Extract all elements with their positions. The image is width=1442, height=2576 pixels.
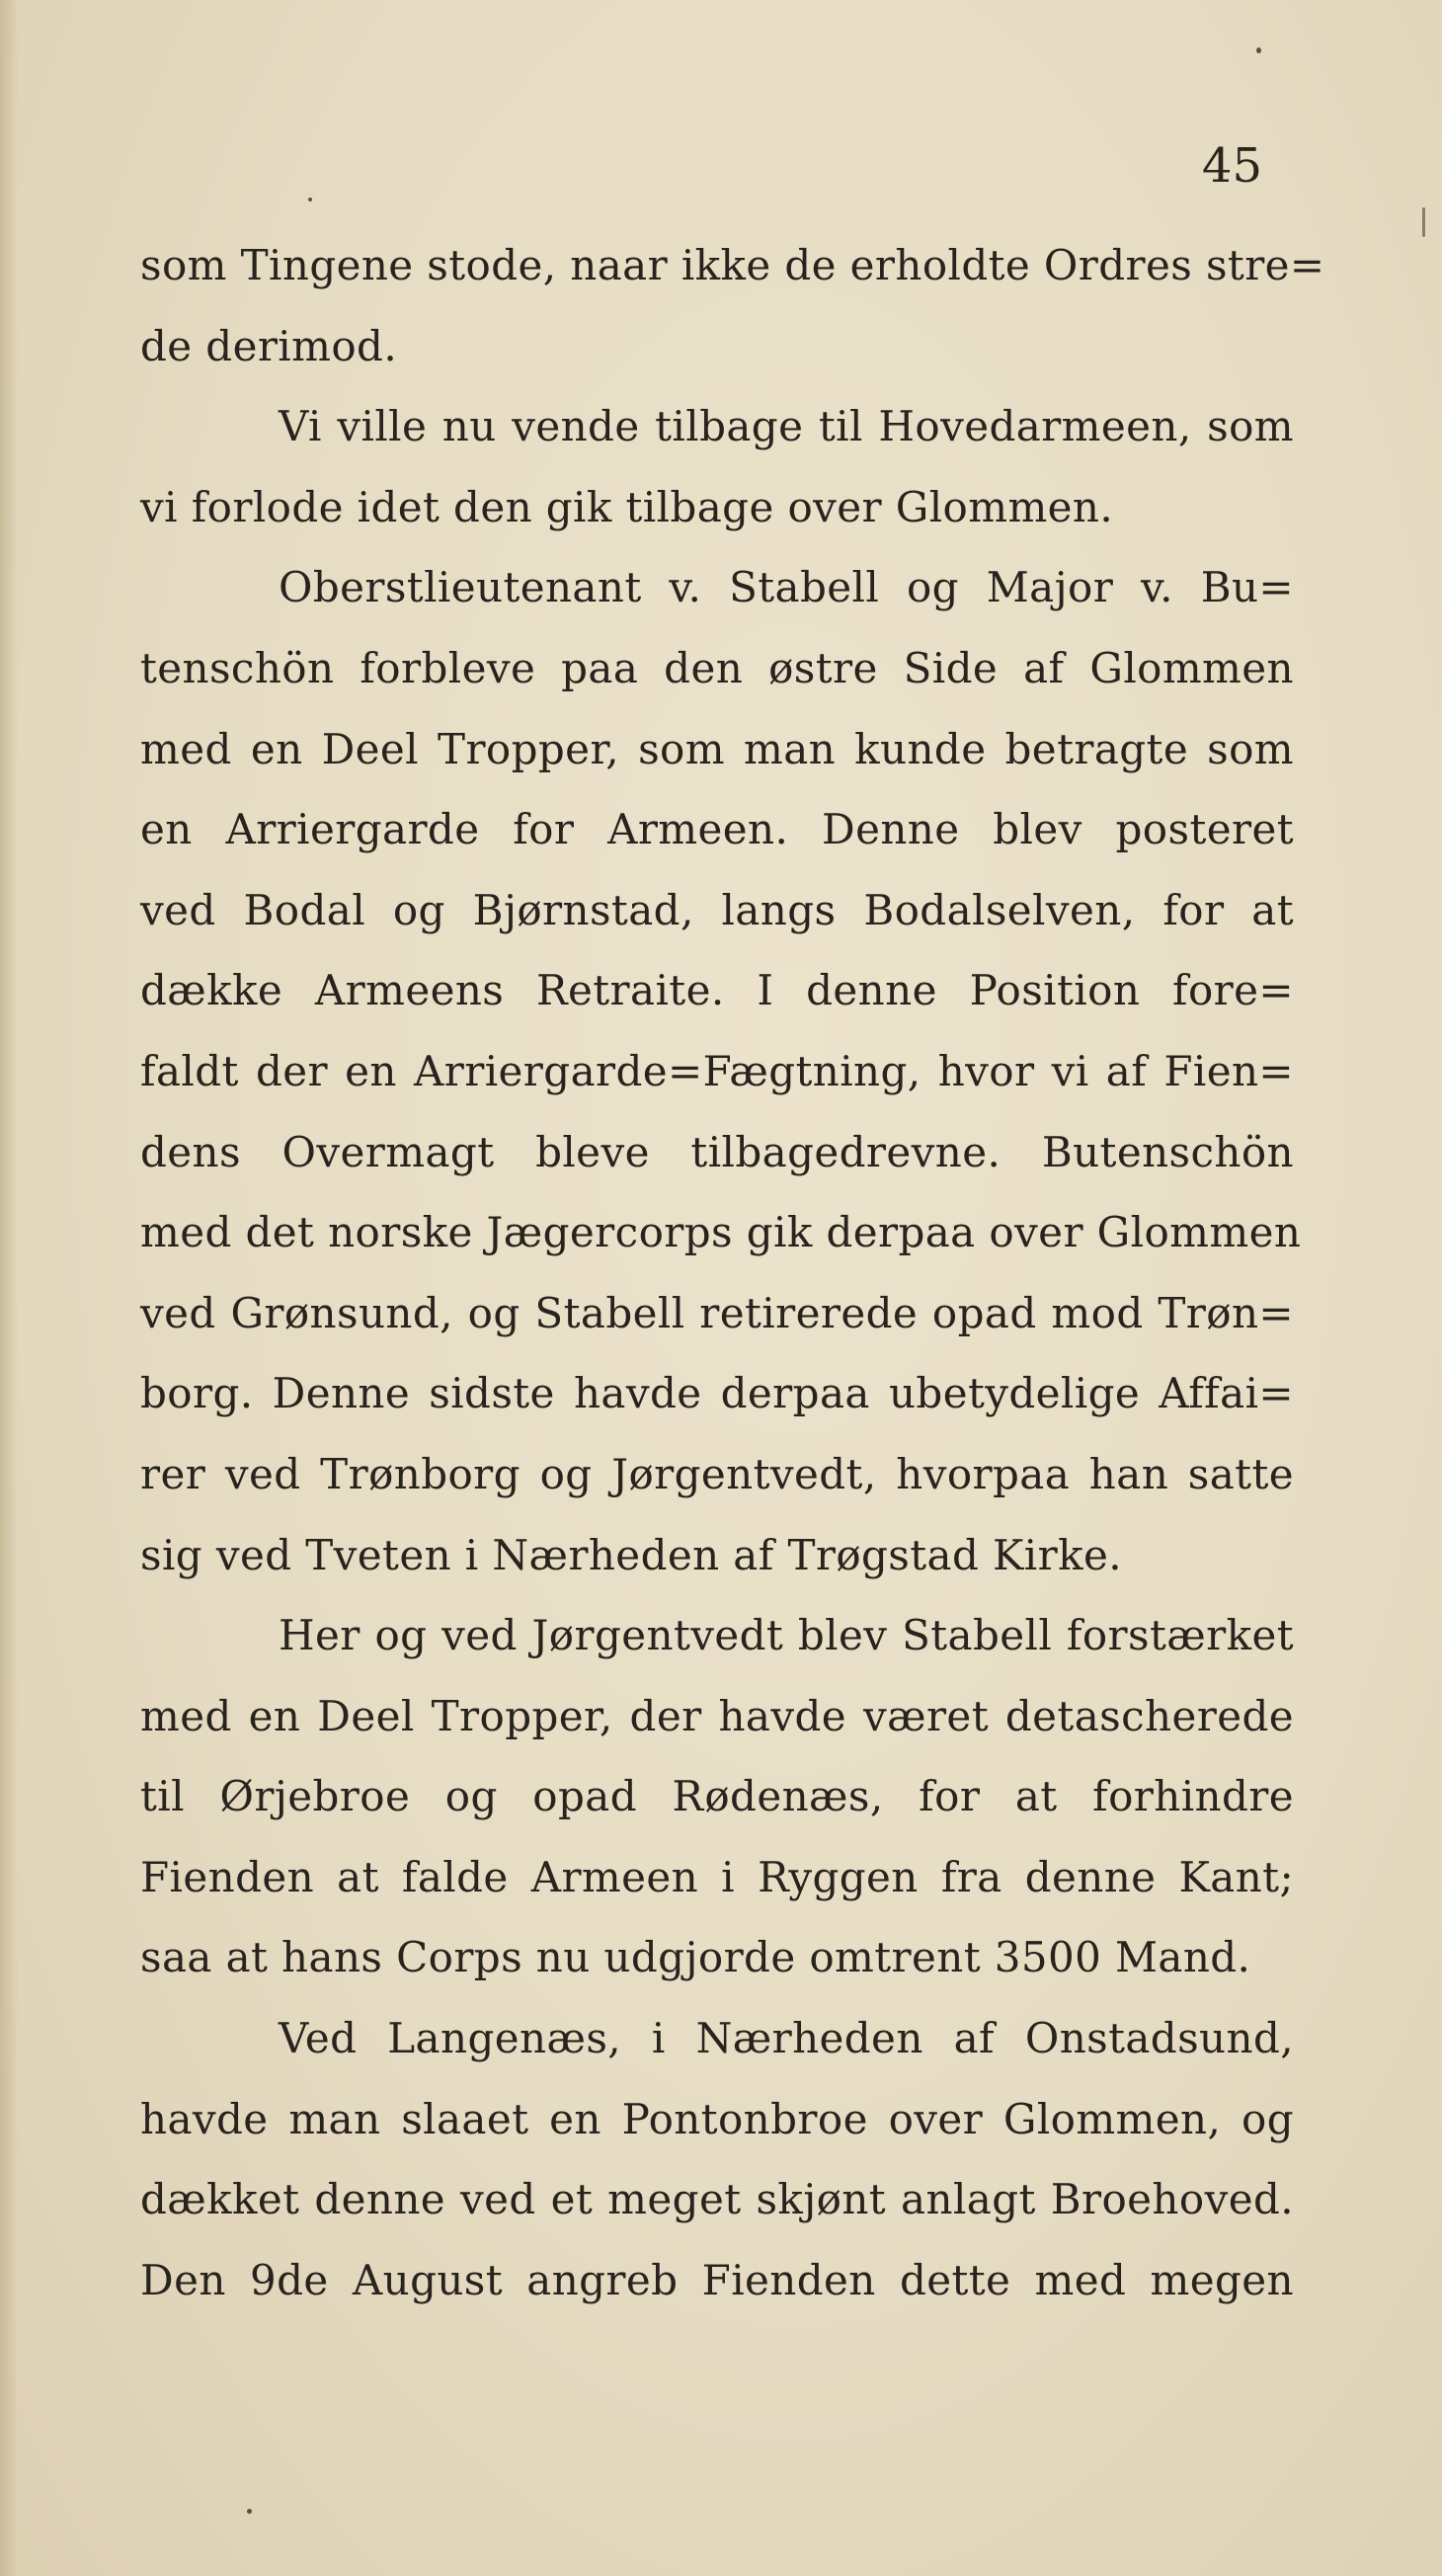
text-line: som Tingene stode, naar ikke de erholdte Ordres stre= bbox=[140, 241, 1325, 289]
text-line: ved Grønsund, og Stabell retirerede opad mod Trøn= bbox=[140, 1288, 1294, 1337]
text-line: Vi ville nu vende tilbage til Hovedarmeen, som bbox=[279, 402, 1294, 451]
paper-speck bbox=[247, 2509, 252, 2514]
page-edge-shadow bbox=[0, 0, 18, 2576]
text-line: Ved Langenæs, i Nærheden af Onstadsund, bbox=[279, 2014, 1294, 2063]
text-line: borg. Denne sidste havde derpaa ubetydelige Affai= bbox=[140, 1369, 1294, 1418]
text-line: tenschön forbleve paa den østre Side af Glommen bbox=[140, 643, 1294, 692]
text-line: Fienden at falde Armeen i Ryggen fra denne Kant; bbox=[140, 1852, 1294, 1901]
text-line: en Arriergarde for Armeen. Denne blev posteret bbox=[140, 805, 1294, 854]
text-line: faldt der en Arriergarde=Fægtning, hvor vi af Fien= bbox=[140, 1046, 1294, 1095]
page-number: 45 bbox=[1201, 138, 1262, 194]
text-line: dækket denne ved et meget skjønt anlagt Broehoved. bbox=[140, 2175, 1294, 2224]
paper-speck bbox=[308, 198, 312, 201]
text-line: dens Overmagt bleve tilbagedrevne. Butenschön bbox=[140, 1127, 1294, 1176]
text-line: saa at hans Corps nu udgjorde omtrent 3500 Mand. bbox=[140, 1933, 1251, 1982]
paper-speck bbox=[1422, 207, 1425, 237]
text-line: med en Deel Tropper, der havde været detascherede bbox=[140, 1691, 1294, 1740]
text-line: vi forlode idet den gik tilbage over Glommen. bbox=[140, 482, 1114, 531]
text-line: dække Armeens Retraite. I denne Position fore= bbox=[140, 966, 1294, 1015]
text-line: havde man slaaet en Pontonbroe over Glommen, og bbox=[140, 2094, 1294, 2143]
text-line: til Ørjebroe og opad Rødenæs, for at forhindre bbox=[140, 1772, 1294, 1821]
body-text bbox=[140, 225, 1325, 2320]
text-line: med det norske Jægercorps gik derpaa over Glommen bbox=[140, 1208, 1302, 1257]
text-line: sig ved Tveten i Nærheden af Trøgstad Kirke. bbox=[140, 1530, 1122, 1579]
text-line: med en Deel Tropper, som man kunde betragte som bbox=[140, 724, 1294, 773]
text-line: ved Bodal og Bjørnstad, langs Bodalselven, for at bbox=[140, 885, 1294, 934]
text-line: Oberstlieutenant v. Stabell og Major v. Bu= bbox=[279, 563, 1294, 612]
paper-speck bbox=[1256, 47, 1261, 53]
text-line: Her og ved Jørgentvedt blev Stabell forstærket bbox=[279, 1611, 1294, 1660]
text-line: Den 9de August angreb Fienden dette med megen bbox=[140, 2255, 1294, 2304]
text-line: de derimod. bbox=[140, 321, 398, 370]
text-line: rer ved Trønborg og Jørgentvedt, hvorpaa han satte bbox=[140, 1449, 1294, 1498]
